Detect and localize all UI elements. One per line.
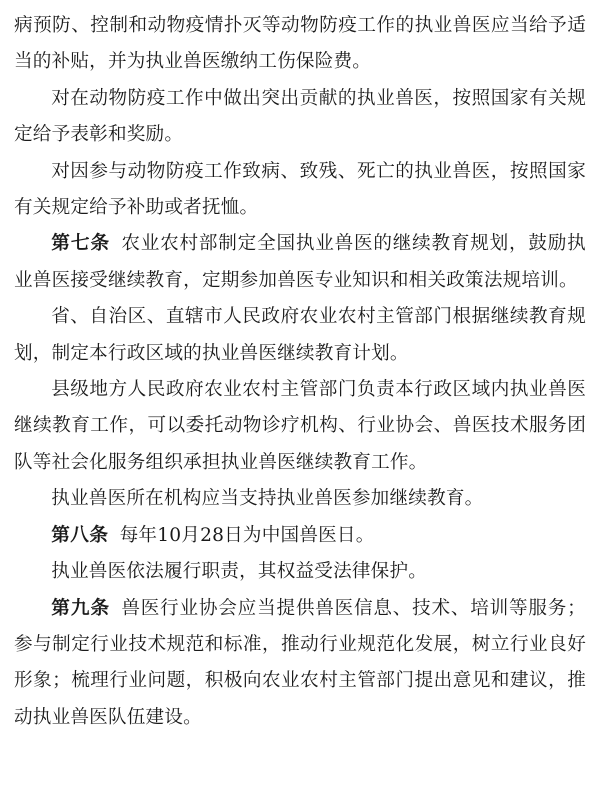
paragraph-text: 病预防、控制和动物疫情扑灭等动物防疫工作的执业兽医应当给予适当的补贴，并为执业兽医缴纳工伤保险费。 [14, 15, 586, 73]
article-paragraph [14, 591, 586, 737]
paragraph [14, 554, 586, 590]
article-paragraph [14, 518, 586, 554]
article-heading: 第九条 [51, 597, 111, 619]
paragraph-text: 农业农村部制定全国执业兽医的继续教育规划，鼓励执业兽医接受继续教育，定期参加兽医专业知识和相关政策法规培训。 [14, 233, 586, 291]
paragraph-text: 对因参与动物防疫工作致病、致残、死亡的执业兽医，按照国家有关规定给予补助或者抚恤。 [14, 160, 586, 219]
paragraph-text: 县级地方人民政府农业农村主管部门负责本行政区域内执业兽医继续教育工作，可以委托动物诊疗机构、行业协会、兽医技术服务团队等社会化服务组织承担执业兽医继续教育工作。 [14, 379, 586, 473]
paragraph [14, 154, 586, 227]
paragraph [14, 372, 586, 481]
paragraph-text: 对在动物防疫工作中做出突出贡献的执业兽医，按照国家有关规定给予表彰和奖励。 [14, 87, 586, 146]
article-heading: 第七条 [51, 233, 111, 255]
paragraph [14, 299, 586, 372]
paragraph-text: 兽医行业协会应当提供兽医信息、技术、培训等服务；参与制定行业技术规范和标准，推动行业规范化发展，树立行业良好形象；梳理行业问题，积极向农业农村主管部门提出意见和建议，推动执业兽医队伍建设。 [14, 597, 586, 728]
article-paragraph [14, 226, 586, 299]
paragraph-continuation [14, 8, 586, 81]
paragraph-text: 每年10月28日为中国兽医日。 [119, 524, 375, 546]
paragraph [14, 81, 586, 154]
paragraph-text: 执业兽医所在机构应当支持执业兽医参加继续教育。 [51, 488, 484, 510]
article-heading: 第八条 [51, 524, 109, 546]
paragraph-text: 省、自治区、直辖市人民政府农业农村主管部门根据继续教育规划，制定本行政区域的执业兽医继续教育计划。 [14, 306, 586, 364]
paragraph-text: 执业兽医依法履行职责，其权益受法律保护。 [51, 561, 428, 583]
paragraph [14, 481, 586, 517]
